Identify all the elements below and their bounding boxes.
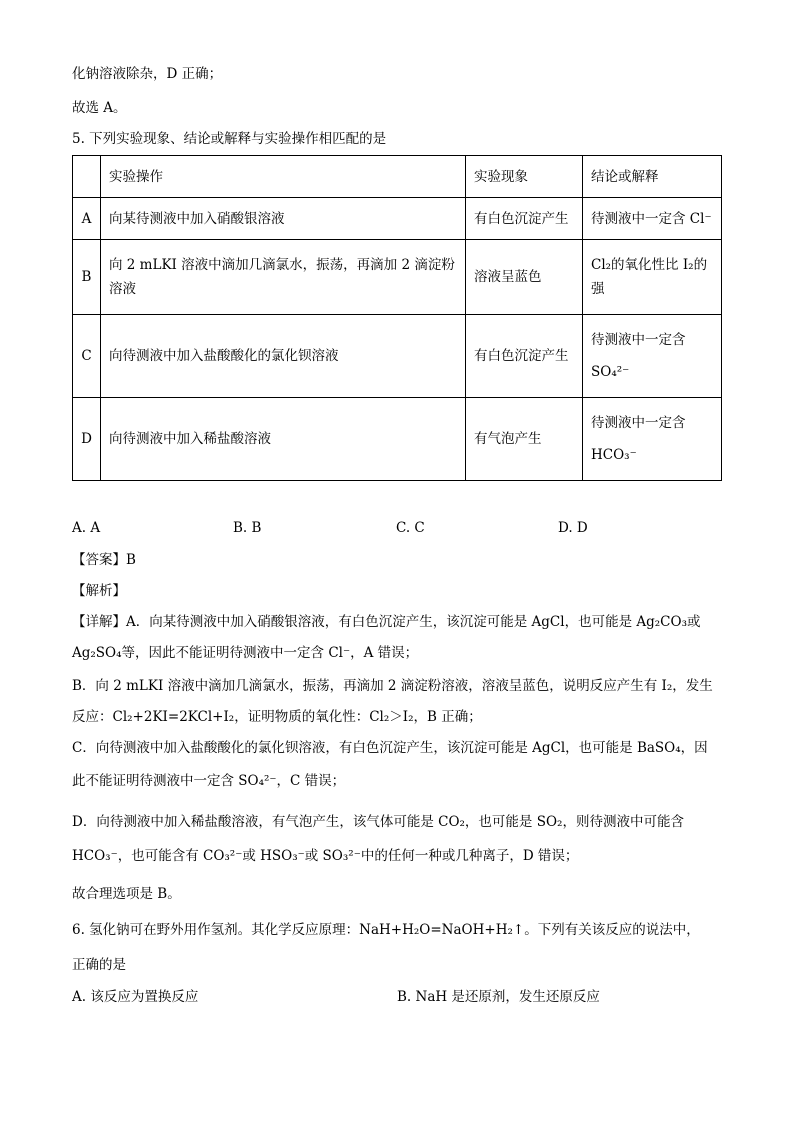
row-phenomenon: 有气泡产生 — [466, 398, 583, 481]
conclusion-line: 待测液中一定含 — [591, 415, 686, 431]
row-label: C — [73, 315, 101, 398]
detail-b-line-2: 反应：Cl₂+2KI=2KCl+I₂，证明物质的氧化性：Cl₂＞I₂，B 正确； — [72, 709, 482, 725]
row-label: D — [73, 398, 101, 481]
row-operation — [101, 240, 466, 315]
row-conclusion: 待测液中一定含 Cl⁻ — [583, 198, 722, 240]
conclusion-formula: SO₄²⁻ — [591, 364, 630, 380]
detail-conclusion: 故合理选项是 B。 — [72, 886, 181, 902]
row-phenomenon: 有白色沉淀产生 — [466, 198, 583, 240]
option-a: A. A — [72, 520, 101, 536]
operation-line: 溶液 — [109, 281, 136, 297]
detail-b-line-1: B．向 2 mLKI 溶液中滴加几滴氯水，振荡，再滴加 2 滴淀粉溶液，溶液呈蓝色，说明反应产生有 I₂，发生 — [72, 678, 713, 694]
row-phenomenon: 溶液呈蓝色 — [466, 240, 583, 315]
table-row — [73, 198, 722, 240]
detail-d-line-2: HCO₃⁻，也可能含有 CO₃²⁻或 HSO₃⁻或 SO₃²⁻中的任何一种或几种离子，D 错误； — [72, 848, 579, 864]
table-row — [73, 398, 722, 481]
answer: 【答案】B — [72, 552, 136, 568]
conclusion-line: 待测液中一定含 — [591, 332, 686, 348]
table-header-row — [73, 156, 722, 198]
table-row — [73, 240, 722, 315]
prev-line-1: 化钠溶液除杂，D 正确； — [72, 66, 223, 82]
header-conclusion: 结论或解释 — [583, 156, 722, 198]
row-operation: 向待测液中加入盐酸酸化的氯化钡溶液 — [101, 315, 466, 398]
operation-line: 向 2 mLKI 溶液中滴加几滴氯水，振荡，再滴加 2 滴淀粉 — [109, 257, 455, 273]
q6-option-b: B. NaH 是还原剂，发生还原反应 — [397, 989, 600, 1005]
prev-line-2: 故选 A。 — [72, 100, 127, 116]
row-label: A — [73, 198, 101, 240]
detail-d-line-1: D．向待测液中加入稀盐酸溶液，有气泡产生，该气体可能是 CO₂，也可能是 SO₂，则待测液中可能含 — [72, 814, 684, 830]
q5-stem: 5. 下列实验现象、结论或解释与实验操作相匹配的是 — [72, 131, 387, 147]
conclusion-line: Cl₂的氧化性比 I₂的 — [591, 257, 708, 273]
detail-c-line-2: 此不能证明待测液中一定含 SO₄²⁻，C 错误； — [72, 773, 346, 789]
row-operation: 向某待测液中加入硝酸银溶液 — [101, 198, 466, 240]
row-phenomenon: 有白色沉淀产生 — [466, 315, 583, 398]
q6-stem-line-2: 正确的是 — [72, 957, 126, 973]
row-conclusion — [583, 398, 722, 481]
detail-c-line-1: C．向待测液中加入盐酸酸化的氯化钡溶液，有白色沉淀产生，该沉淀可能是 AgCl，也可能是 BaSO₄，因 — [72, 740, 708, 756]
row-operation: 向待测液中加入稀盐酸溶液 — [101, 398, 466, 481]
option-d: D. D — [558, 520, 588, 536]
conclusion-formula: HCO₃⁻ — [591, 447, 637, 463]
detail-a-line-2: Ag₂SO₄等，因此不能证明待测液中一定含 Cl⁻，A 错误； — [72, 645, 419, 661]
analysis-title: 【解析】 — [72, 583, 126, 599]
q6-stem-line-1: 6. 氢化钠可在野外用作氢剂。其化学反应原理：NaH+H₂O=NaOH+H₂↑。下列有关该反应的说法中， — [72, 922, 700, 938]
header-phenomenon: 实验现象 — [466, 156, 583, 198]
option-c: C. C — [396, 520, 425, 536]
header-operation: 实验操作 — [101, 156, 466, 198]
option-b: B. B — [233, 520, 262, 536]
q5-table — [72, 155, 722, 481]
conclusion-line: 强 — [591, 281, 605, 297]
table-row — [73, 315, 722, 398]
q6-option-a: A. 该反应为置换反应 — [72, 989, 199, 1005]
row-label: B — [73, 240, 101, 315]
header-label — [73, 156, 101, 198]
detail-a-line-1: 【详解】A．向某待测液中加入硝酸银溶液，有白色沉淀产生，该沉淀可能是 AgCl，也可能是 Ag₂CO₃或 — [72, 614, 701, 630]
row-conclusion — [583, 315, 722, 398]
row-conclusion — [583, 240, 722, 315]
